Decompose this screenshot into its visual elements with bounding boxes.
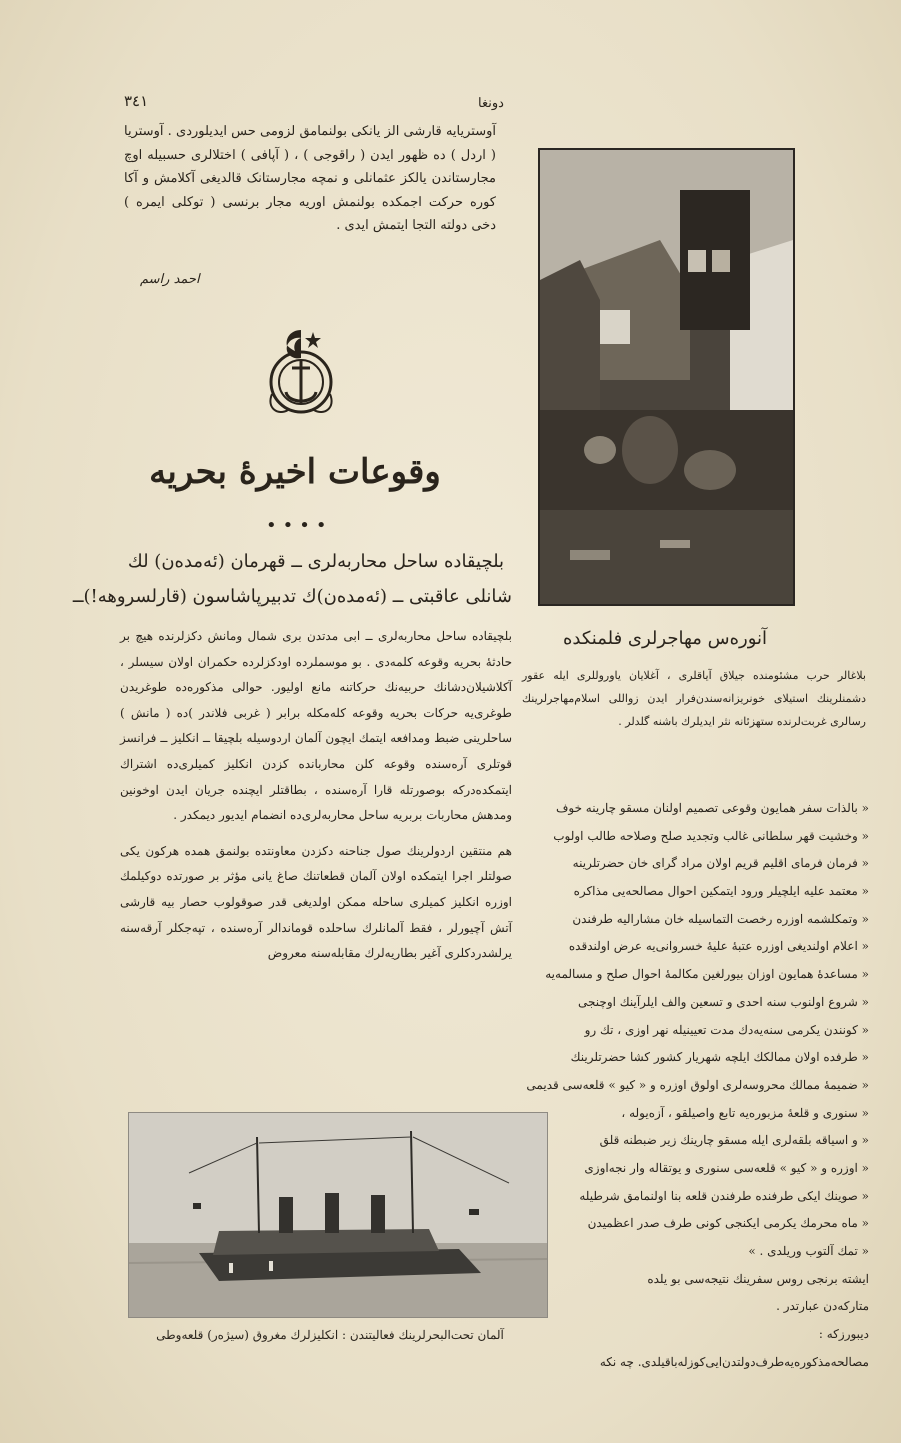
right-column-line: « تمك آلتوب وریلدی . » — [748, 1244, 869, 1258]
right-column-line: « وتمکلشمه اوزره رخصت التماسیله خان مشارالیه طرفندن — [572, 911, 869, 926]
right-column-line: « بالذات سفر همایون وقوعی تصمیم اولنان مسقو چارینه خوف — [555, 801, 869, 815]
right-column-line: « مساعدۀ همایون اوزان بیورلغین مکالمۀ احوال صلح و مسالمه‌یه — [545, 967, 869, 982]
subhead-line-1: بلچیقاده ساحل محاربه‌لری ــ قهرمان (ئه‌مده‌ن) لك — [127, 551, 505, 572]
crescent-anchor-emblem — [258, 322, 344, 420]
right-column-line: « ضمیمۀ ممالك محروسه‌لری اولوق اوزره و « کیو » قلعه‌سی قدیمی — [526, 1077, 869, 1092]
right-column-text — [520, 795, 869, 1376]
right-column-line: « اوزره و « کیو » قلعه‌سی سنوری و یوتقاله وار نجه‌اوزی — [584, 1160, 869, 1175]
refugees-photo — [538, 148, 795, 606]
star-icon — [305, 332, 321, 348]
right-column-line: « ماه محرمك یکرمی ایکنجی کونی طرف صدر اعظمیدن — [587, 1216, 869, 1231]
right-column-line: « و اسیاقه بلقه‌لری ایله مسقو چارینك زیر ضبطنه قلق — [599, 1133, 869, 1148]
article-paragraph-2: هم منتقین اردولرینك صول جناحنه دکزدن معاونتده بولنمق همده هرکون یکی صولتلر اجرا ایتمکده اولان آلمان قطعاتنك صاغ یانی مؤثر بر صورتده دوکیلمك اوزره انکلیز کمیلری ساحله ممکن اولدیغی قدر صوقولوب حصار بیه‌ قارشی آتش آچیورلر ، فقط آلمانلرك ساحلده قوماندالر آره‌سنده ، تپه‌جکلر آرقه‌سنه یرلشدردکلری آغیر بطاریه‌لرك مقابله‌سنه معروض — [120, 843, 512, 961]
refugees-photo-caption: آنوره‌س مهاجرلری فلمنکده — [562, 628, 768, 649]
running-title: دونغا — [478, 96, 504, 111]
article-body — [120, 624, 512, 977]
warship-photo — [128, 1112, 548, 1318]
author-signature: احمد راسم — [140, 272, 200, 287]
right-column-line: « فرمان فرمای اقلیم قریم اولان مراد گرای خان حضرتلرینه — [572, 856, 869, 871]
article-title: وقوعات اخیرۀ بحریه — [149, 452, 441, 492]
top-paragraph — [124, 120, 496, 238]
right-column-line: ایشته برنجی روس سفرینك نتیجه‌سی بو یلده — [647, 1271, 869, 1286]
article-paragraph-1: بلچیقاده ساحل محاربه‌لری ــ ابی مدتدن بری شمال ومانش دکزلرنده هیچ بر حادثۀ بحریه وقوعه کلمه‌دی . بو موسملرده اودکزلرده حکمران اولان سیسلر ، آکلاشیلان‌دشانك حربیه‌نك حرکاتنه مانع اولیور. حوالی مذکوره‌ده طوغریدن طوغری‌یه حرکات بحریه وقوعه کله‌مکله برابر ( غربی فلاندر )ده ( مانش ) ساحلرینی ضبط ومدافعه ایتمك ایچون آلمان اردوسیله بلچیقا ــ انکلیز ــ فرانسز قوتلری آره‌سنده وقوعه کلن محاربانده کزدن انکلیز کمیلری‌ده اشتراك ایتمکده‌درکه بوصورتله قارا آره‌سنده ، بطاقتلر ایچنده جریان ایدن اوخونین ومدهش محاربات بربریه ساحل محاربه‌لری‌ده انضمام ایدیور دیمکدر . — [120, 629, 512, 823]
refugees-photo-description: بلاغالر حرب مشئومنده جیلاق آیاقلری ، آغلایان یاوروللری ایله عقور دشمنلرینك استیلای خونریزانه‌سندن‌فرار ایدن زواللی اسلام‌مهاجرلرینك رسالری غربت‌لرنده ستهزئانه نثر ایدیلرك باشنه گلدلر . — [522, 669, 866, 728]
right-column-line: دیبورزکه : — [818, 1327, 869, 1342]
warship-photo-caption: آلمان تحت‌البحرلرینك فعالیتندن : انکلیزلرك مغروق (سیژه‌ر) قلعه‌وطی — [156, 1328, 504, 1342]
right-column-line: متارکه‌دن عبارتدر . — [776, 1299, 869, 1314]
right-column-line: « معتمد علیه ایلچیلر ورود ایتمکین احوال مصالحه‌یی مذاکره — [573, 884, 869, 899]
right-column-line: « شروع اولنوب سنه احدی و تسعین والف ایلرآینك اوچنجی — [578, 994, 869, 1009]
right-column-line: « کونندن یکرمی سنه‌یه‌دك مدت تعیینیله نهر اوزی ، تك رو — [584, 1022, 869, 1037]
right-column-line: « سنوری و قلعۀ مزبوره‌یه تابع واصیلقو ، آزه‌یوله ، — [621, 1105, 869, 1120]
page-number: ٣٤١ — [124, 92, 149, 110]
right-column-line: « وخشیت قهر سلطانی غالب وتجدید صلح وصلاحه طالب اولوب — [553, 828, 869, 843]
right-column-line: مصالحه‌مذکوره‌یه‌طرف‌دولتدن‌ایی‌کوزله‌باقیلدی. چه نكه — [599, 1354, 869, 1369]
article-subhead — [72, 544, 512, 614]
right-column-line: « صوینك ایکی طرفنده طرفندن قلعه بنا اولنمامق شرطیله — [579, 1188, 869, 1203]
right-column-line: « اعلام اولندیغی اوزره عتبۀ علیۀ خسروانی‌یه عرض اولندقده — [568, 939, 869, 954]
subhead-line-2: شانلی عاقبتی ــ (ئه‌مده‌ن)ك تدبیرپاشاسون (قارلسروهه!)ــ — [72, 586, 512, 607]
ornament-stars: •••• — [266, 515, 333, 536]
right-column-line: « طرفده اولان ممالکك ایلچه شهریار کشور کشا حضرتلرینك — [570, 1050, 869, 1065]
top-paragraph-text: آوستریایه قارشی الز یانکی بولنمامق لزومی حس ایدیلوردی . آوستریا ( اردل ) ده ظهور ایدن ( راقوجی ) ، ( آپافی ) اختلالری حسبیله اوچ مجارستاندن یالکز عثمانلی و نمچه مجارستانک قالدیغی آکلامش و آکا کوره حرکت اجمکده بولنمش اوریه مجار برنسی ( توکلی ایمره ) دخی دولته التجا ایتمش ایدی . — [124, 124, 496, 233]
